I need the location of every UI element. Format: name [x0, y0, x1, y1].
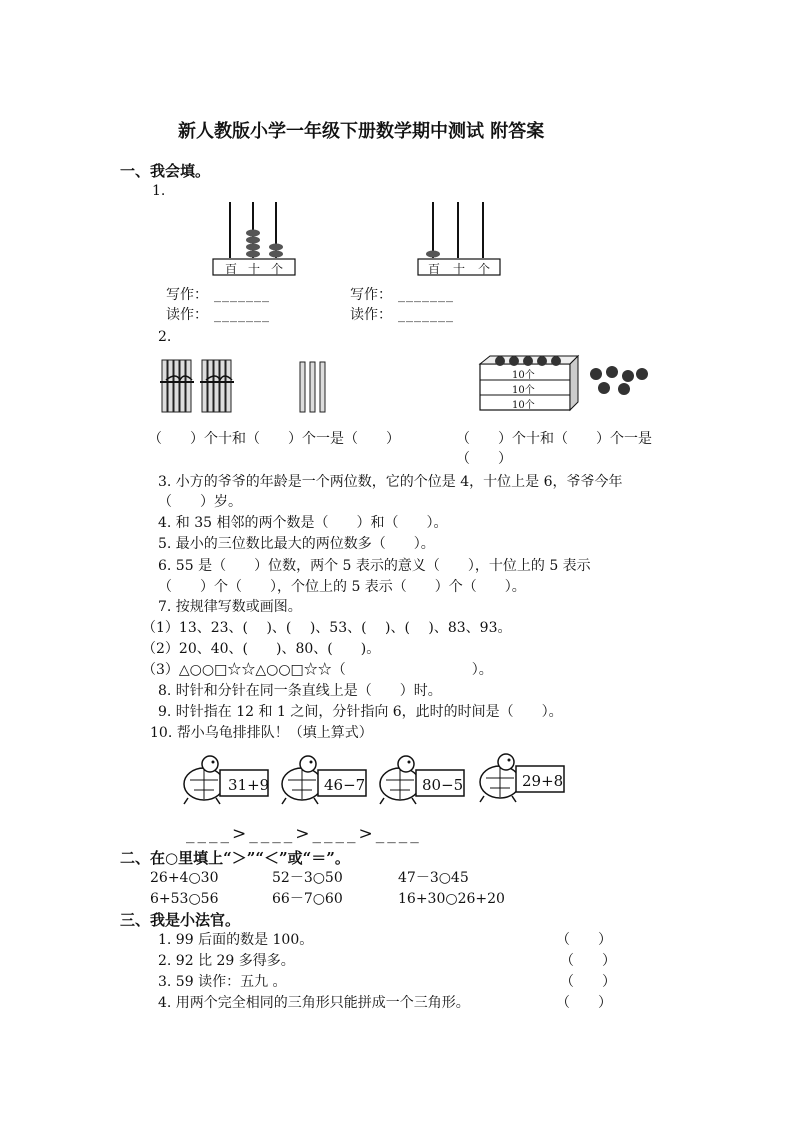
q5-text: 5. 最小的三位数比最大的两位数多（ ）。: [158, 536, 435, 552]
q10-text: 10. 帮小乌龟排排队！（填上算式）: [150, 725, 373, 741]
abacus-1-label-ones: 个: [271, 262, 284, 276]
judge-item-2: 2. 92 比 29 多得多。: [158, 953, 295, 969]
compare-2: 52－3○50: [272, 870, 343, 886]
turtle-2-expression: 46−7: [324, 776, 366, 794]
q4-text: 4. 和 35 相邻的两个数是（ ）和（ ）。: [158, 515, 448, 531]
q7-text: 7. 按规律写数或画图。: [158, 599, 302, 615]
judge-item-1: 1. 99 后面的数是 100。: [158, 932, 314, 948]
q1-read-label-2: 读作：: [350, 307, 392, 323]
q10-order-line[interactable]: ____>____>____>____: [186, 824, 422, 844]
compare-5: 66－7○60: [272, 891, 343, 907]
q3-text: 3. 小方的爷爷的年龄是一个两位数，它的个位是 4，十位上是 6，爷爷今年: [158, 474, 623, 490]
q6-text-cont: （ ）个（ ），个位上的 5 表示（ ）个（ ）。: [158, 579, 526, 595]
judge-paren-1[interactable]: （ ）: [556, 932, 612, 948]
abacus-1-label-tens: 十: [248, 262, 261, 276]
q8-text: 8. 时针和分针在同一条直线上是（ ）时。: [158, 683, 442, 699]
q1-read-label-1: 读作：: [166, 307, 208, 323]
page-title: 新人教版小学一年级下册数学期中测试 附答案: [178, 121, 545, 142]
q2-right-sentence-cont: （ ）: [456, 451, 512, 467]
q9-text: 9. 时针指在 12 和 1 之间，分针指向 6，此时的时间是（ ）。: [158, 704, 563, 720]
q1-write-blank-1[interactable]: _______: [214, 287, 270, 303]
q2-right-sentence: （ ）个十和（ ）个一是: [456, 431, 652, 447]
egg-box-label-1: 10个: [512, 370, 535, 381]
turtle-1-expression: 31+9: [228, 776, 270, 794]
turtle-4-expression: 29+8: [522, 772, 564, 790]
abacus-2-label-hundreds: 百: [428, 262, 441, 276]
judge-item-3: 3. 59 读作：五九 。: [158, 974, 287, 990]
q1-read-blank-1[interactable]: _______: [214, 307, 270, 323]
abacus-2-label-ones: 个: [478, 262, 491, 276]
section-2-heading: 二、在○里填上“＞”“＜”或“＝”。: [120, 849, 350, 867]
q2-number: 2.: [158, 329, 172, 345]
q6-text: 6. 55 是（ ）位数，两个 5 表示的意义（ ），十位上的 5 表示: [158, 558, 591, 574]
q1-number: 1.: [152, 183, 166, 199]
q7-part-3: （3）△○○□☆☆△○○□☆☆（ ）。: [142, 662, 493, 678]
q1-write-label-2: 写作：: [350, 287, 392, 303]
egg-box-label-2: 10个: [512, 385, 535, 396]
abacus-1-label-hundreds: 百: [225, 262, 238, 276]
judge-paren-2[interactable]: （ ）: [560, 953, 616, 969]
q3-text-cont: （ ）岁。: [158, 494, 242, 510]
judge-paren-4[interactable]: （ ）: [556, 995, 612, 1011]
section-3-heading: 三、我是小法官。: [120, 911, 241, 929]
egg-boxes-illustration: [478, 354, 658, 414]
q7-part-1: （1）13、23、( )、( )、53、( )、( )、83、93。: [142, 620, 512, 636]
q1-write-label-1: 写作：: [166, 287, 208, 303]
judge-paren-3[interactable]: （ ）: [560, 974, 616, 990]
stick-bundles-illustration: [160, 356, 340, 416]
q1-read-blank-2[interactable]: _______: [398, 307, 454, 323]
q7-part-2: （2）20、40、( )、80、( )。: [142, 641, 381, 657]
judge-item-4: 4. 用两个完全相同的三角形只能拼成一个三角形。: [158, 995, 470, 1011]
compare-1: 26+4○30: [150, 870, 219, 886]
abacus-2-label-tens: 十: [453, 262, 466, 276]
compare-6: 16+30○26+20: [398, 891, 505, 907]
turtle-3-expression: 80−5: [422, 776, 464, 794]
egg-box-label-3: 10个: [512, 400, 535, 411]
q2-left-sentence: （ ）个十和（ ）个一是（ ）: [148, 431, 400, 447]
compare-3: 47－3○45: [398, 870, 469, 886]
section-1-heading: 一、我会填。: [120, 162, 211, 180]
q1-write-blank-2[interactable]: _______: [398, 287, 454, 303]
compare-4: 6+53○56: [150, 891, 219, 907]
